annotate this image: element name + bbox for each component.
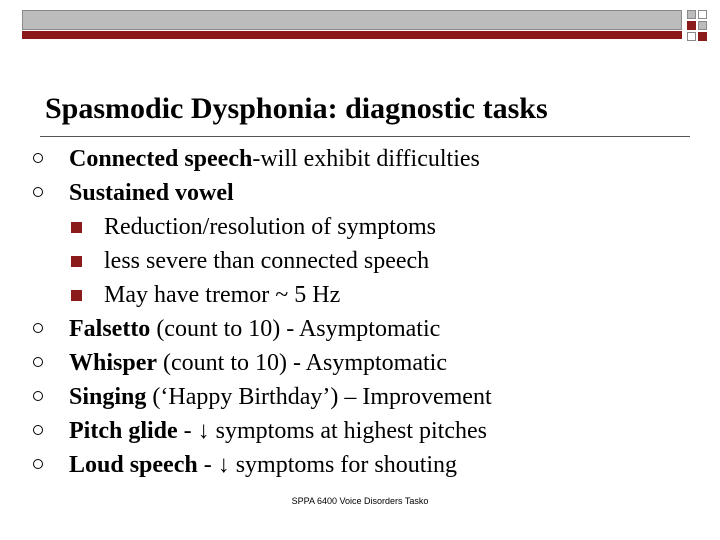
corner-square <box>698 10 707 19</box>
bullet-text: Reduction/resolution of symptoms <box>104 214 436 240</box>
bullet-term: Falsetto <box>69 316 151 342</box>
bullet-item <box>0 312 720 346</box>
bullet-text: - ↓ symptoms at highest pitches <box>177 418 487 444</box>
slide-title: Spasmodic Dysphonia: diagnostic tasks <box>45 92 548 125</box>
corner-square-decoration <box>687 10 709 40</box>
bullet-text: less severe than connected speech <box>104 248 430 274</box>
hollow-circle-bullet-icon <box>33 187 43 197</box>
bullet-text: - ↓ symptoms for shouting <box>197 452 458 478</box>
corner-square <box>698 21 707 30</box>
bullet-list <box>0 142 720 482</box>
header-decoration-bar <box>22 10 682 40</box>
bullet-item <box>0 142 720 176</box>
sub-bullet-item <box>0 278 720 312</box>
hollow-circle-bullet-icon <box>33 391 43 401</box>
square-bullet-icon <box>71 256 82 267</box>
hollow-circle-bullet-icon <box>33 153 43 163</box>
bullet-item <box>0 414 720 448</box>
corner-square <box>687 10 696 19</box>
bullet-text: -will exhibit difficulties <box>252 146 480 172</box>
bullet-text: May have tremor ~ 5 Hz <box>104 282 341 308</box>
bullet-text: (count to 10) - Asymptomatic <box>157 350 447 376</box>
bullet-item <box>0 176 720 210</box>
hollow-circle-bullet-icon <box>33 323 43 333</box>
sub-bullet-item <box>0 210 720 244</box>
bullet-term: Pitch glide <box>69 418 178 444</box>
bullet-term: Connected speech <box>69 146 253 172</box>
corner-square <box>698 32 707 41</box>
bullet-term: Whisper <box>69 350 158 376</box>
hollow-circle-bullet-icon <box>33 357 43 367</box>
bullet-term: Sustained vowel <box>69 180 234 206</box>
bullet-text: (count to 10) - Asymptomatic <box>150 316 441 342</box>
bullet-item <box>0 448 720 482</box>
corner-square <box>687 32 696 41</box>
square-bullet-icon <box>71 290 82 301</box>
bullet-term: Loud speech <box>69 452 198 478</box>
square-bullet-icon <box>71 222 82 233</box>
title-divider <box>40 136 690 137</box>
corner-square <box>687 21 696 30</box>
bullet-item <box>0 346 720 380</box>
hollow-circle-bullet-icon <box>33 459 43 469</box>
header-red-band <box>22 31 682 39</box>
sub-bullet-item <box>0 244 720 278</box>
bullet-item <box>0 380 720 414</box>
hollow-circle-bullet-icon <box>33 425 43 435</box>
header-grey-band <box>22 10 682 30</box>
bullet-text: (‘Happy Birthday’) – Improvement <box>146 384 492 410</box>
slide-footer: SPPA 6400 Voice Disorders Tasko <box>291 496 429 506</box>
bullet-term: Singing <box>69 384 147 410</box>
